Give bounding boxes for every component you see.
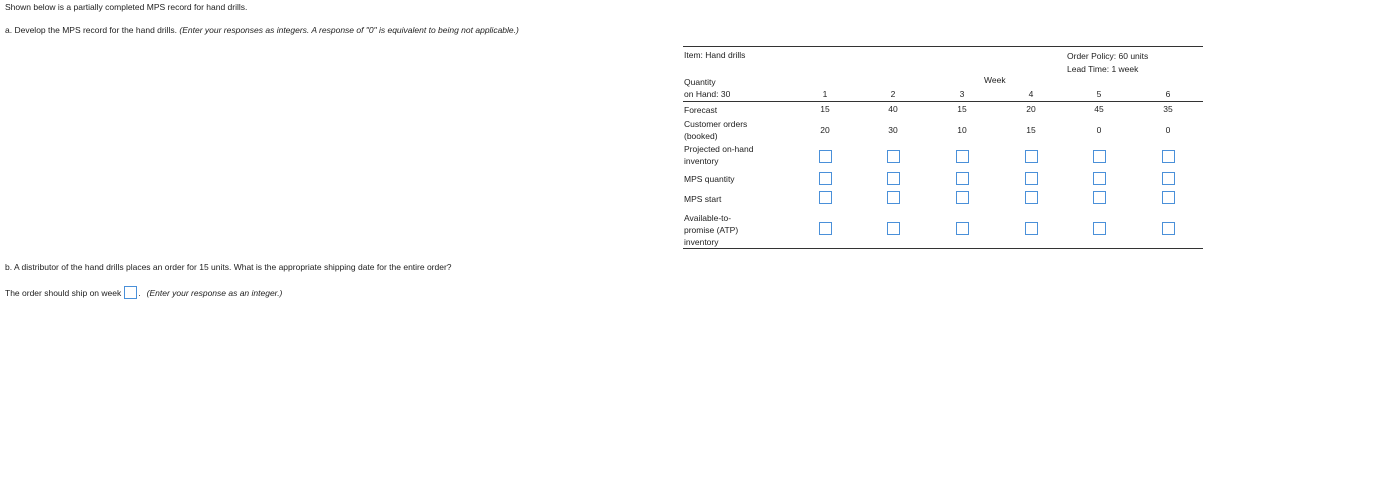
order-policy-value: 60 units	[1118, 51, 1149, 61]
mps-quantity-input[interactable]	[819, 172, 832, 185]
qty-line2-value: 30	[720, 89, 731, 99]
item-label-value: Hand drills	[705, 50, 746, 60]
order-policy	[1067, 50, 1148, 63]
part-b-answer-prefix: The order should ship on week	[5, 287, 122, 298]
part-a-text: Develop the MPS record for the hand drills.	[14, 25, 177, 35]
mps-start-input[interactable]	[1093, 191, 1106, 204]
customer-orders-value: 15	[1026, 125, 1036, 135]
mps-quantity-input[interactable]	[956, 172, 969, 185]
part-a-prefix: a.	[5, 25, 13, 35]
forecast-value: 15	[957, 104, 967, 114]
table-top-rule	[683, 46, 1203, 47]
mps-start-input[interactable]	[819, 191, 832, 204]
customer-orders-label-line1: Customer orders	[684, 119, 748, 129]
week-number: 6	[1165, 89, 1171, 99]
mps-record-table	[683, 46, 1203, 249]
lead-time-value: 1 week	[1111, 63, 1139, 74]
atp-label-line1: Available-to-	[684, 213, 732, 223]
forecast-value: 20	[1026, 104, 1036, 114]
item-label	[684, 50, 745, 60]
atp-input[interactable]	[819, 222, 832, 235]
qty-line2	[684, 88, 730, 100]
mps-start-input[interactable]	[1162, 191, 1175, 204]
part-b-answer-line	[5, 286, 282, 299]
mps-quantity-input[interactable]	[1162, 172, 1175, 185]
forecast-value: 45	[1094, 104, 1104, 114]
customer-orders-value: 0	[1165, 125, 1171, 135]
week-number: 1	[822, 89, 828, 99]
projected-on-hand-input[interactable]	[819, 150, 832, 163]
qty-line2-label: on Hand:	[684, 89, 719, 99]
projected-on-hand-input[interactable]	[887, 150, 900, 163]
part-a-question	[5, 25, 519, 35]
qty-line1: Quantity	[684, 77, 716, 87]
projected-on-hand-input[interactable]	[956, 150, 969, 163]
shipping-week-input[interactable]	[124, 286, 137, 299]
lead-time	[1067, 63, 1148, 76]
order-policy-label: Order Policy:	[1067, 51, 1117, 61]
lead-time-label: Lead Time:	[1067, 63, 1110, 74]
week-number: 3	[959, 89, 965, 99]
atp-label-line2: promise (ATP)	[684, 225, 739, 235]
customer-orders-label-line2: (booked)	[684, 131, 718, 141]
part-a-hint: (Enter your responses as integers. A response of "0" is equivalent to being not applicable.)	[179, 25, 519, 35]
answer-punctuation: .	[138, 287, 141, 298]
week-number: 4	[1028, 89, 1034, 99]
atp-input[interactable]	[1162, 222, 1175, 235]
projected-on-hand-input[interactable]	[1093, 150, 1106, 163]
forecast-value: 40	[888, 104, 898, 114]
week-header: Week	[984, 75, 1006, 85]
part-b-text: A distributor of the hand drills places an order for 15 units. What is the appropriate shipping date for the entire order?	[14, 262, 452, 272]
projected-on-hand-label	[684, 143, 753, 167]
mps-quantity-label: MPS quantity	[684, 174, 735, 184]
forecast-value: 35	[1163, 104, 1173, 114]
atp-input[interactable]	[956, 222, 969, 235]
mps-quantity-input[interactable]	[1093, 172, 1106, 185]
projected-label-line1: Projected on-hand	[684, 144, 754, 154]
table-bottom-rule	[683, 248, 1203, 249]
customer-orders-value: 0	[1096, 125, 1102, 135]
mps-quantity-input[interactable]	[887, 172, 900, 185]
projected-label-line2: inventory	[684, 156, 719, 166]
quantity-on-hand-label	[684, 76, 730, 100]
mps-start-input[interactable]	[1025, 191, 1038, 204]
forecast-value: 15	[820, 104, 830, 114]
table-header-rule	[683, 101, 1203, 102]
item-label-key: Item:	[684, 50, 703, 60]
mps-quantity-input[interactable]	[1025, 172, 1038, 185]
customer-orders-label	[684, 118, 747, 142]
mps-start-input[interactable]	[887, 191, 900, 204]
part-b-question	[5, 262, 452, 272]
atp-input[interactable]	[1093, 222, 1106, 235]
projected-on-hand-input[interactable]	[1162, 150, 1175, 163]
atp-label-line3: inventory	[684, 237, 719, 247]
part-b-answer-hint: (Enter your response as an integer.)	[146, 287, 283, 298]
customer-orders-value: 30	[888, 125, 898, 135]
mps-start-input[interactable]	[956, 191, 969, 204]
part-b-prefix: b.	[5, 262, 13, 272]
week-number: 2	[890, 89, 896, 99]
customer-orders-value: 20	[820, 125, 830, 135]
atp-input[interactable]	[887, 222, 900, 235]
week-number: 5	[1096, 89, 1102, 99]
mps-start-label: MPS start	[684, 194, 722, 204]
intro-text: Shown below is a partially completed MPS record for hand drills.	[5, 2, 248, 12]
atp-input[interactable]	[1025, 222, 1038, 235]
customer-orders-value: 10	[957, 125, 967, 135]
forecast-label: Forecast	[684, 105, 718, 115]
policy-block	[1067, 50, 1148, 75]
projected-on-hand-input[interactable]	[1025, 150, 1038, 163]
atp-label	[684, 212, 738, 248]
